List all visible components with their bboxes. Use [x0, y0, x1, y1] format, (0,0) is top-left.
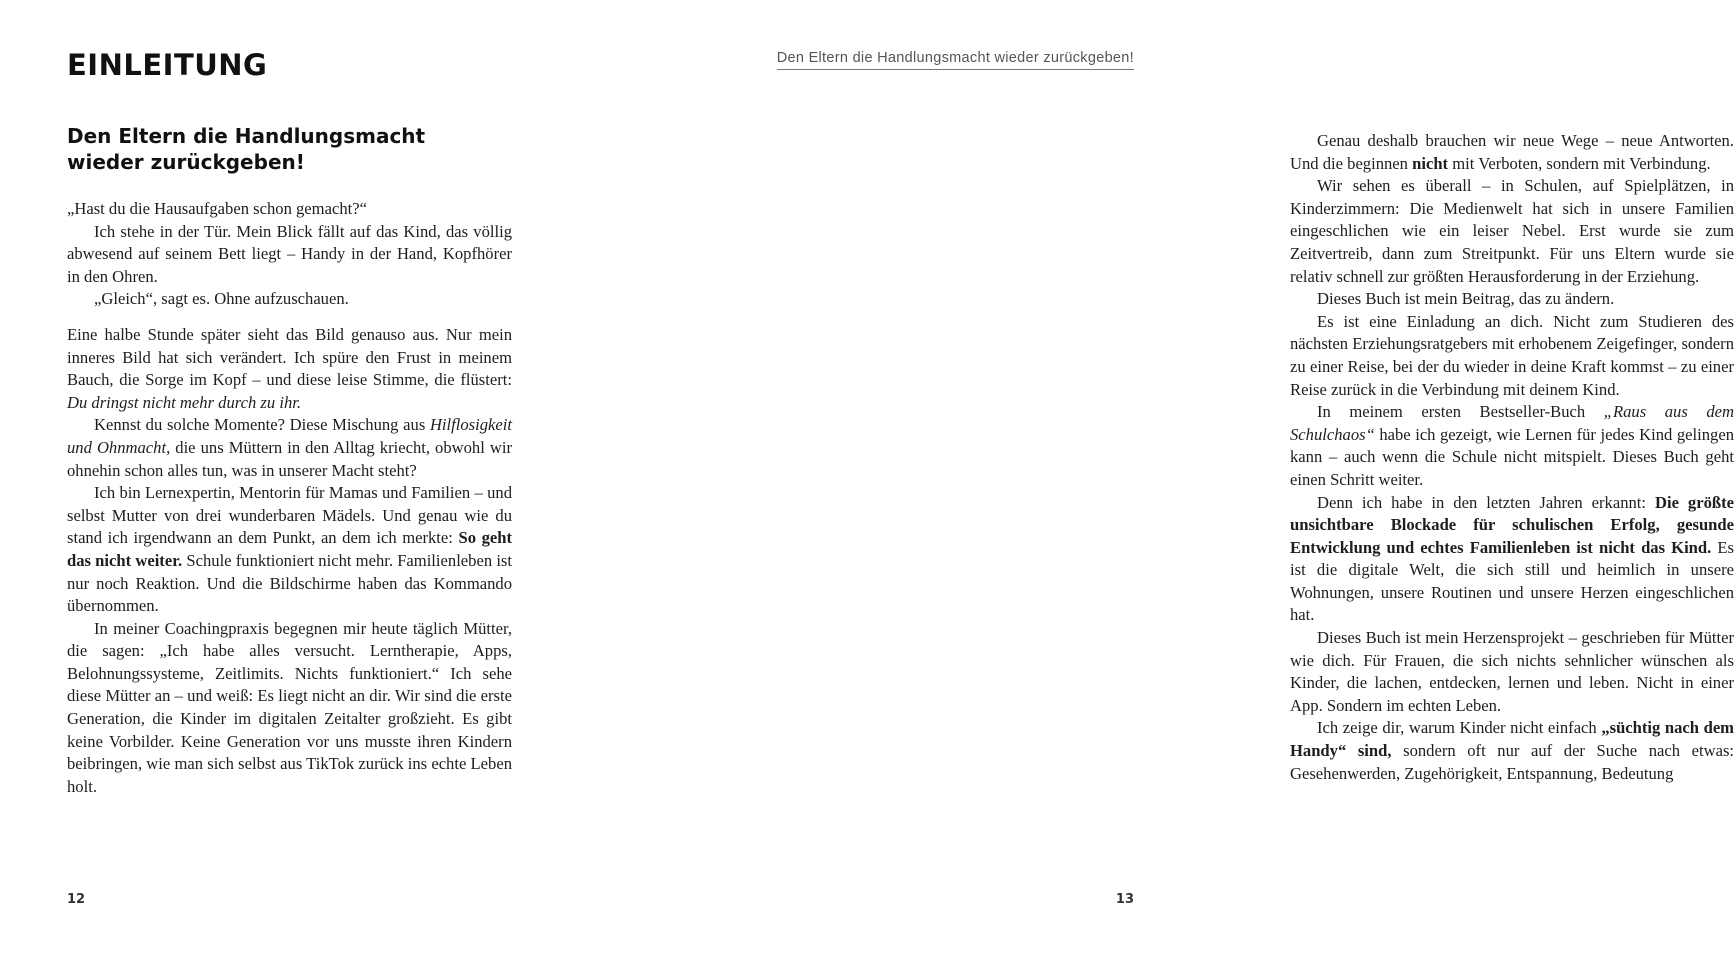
section-title — [67, 123, 527, 175]
paragraph: Ich bin Lernexpertin, Mentorin für Mamas und Familien – und selbst Mutter von drei wunderbaren Mädels. Und genau wie du stand ich irgendwann an dem Punkt, an dem ich merkte: So geht das nicht weiter. Schule funktioniert nicht mehr. Familienleben ist nur noch Reaktion. Und die Bildschirme haben das Kommando übernommen. — [67, 483, 513, 616]
page-number: 12 — [67, 892, 86, 907]
right-body-text — [1290, 130, 1734, 785]
paragraph: Ich zeige dir, warum Kinder nicht einfach „süchtig nach dem Handy“ sind, sondern oft nur auf der Suche nach etwas: Gesehenwerden, Zugehörigkeit, Entspannung, Bedeutung — [1290, 718, 1734, 783]
paragraph: In meiner Coachingpraxis begegnen mir heute täglich Mütter, die sagen: „Ich habe alles versucht. Lerntherapie, Apps, Belohnungssysteme, Zeitlimits. Nichts funktioniert.“ Ich sehe diese Mütter an – und weiß: Es liegt nicht an dir. Wir sind die erste Generation, die Kinder im digitalen Zeitalter großzieht. Es gibt keine Vorbilder. Keine Generation vor uns musste ihren Kindern beibringen, wie man sich selbst aus TikTok zurück ins echte Leben holt. — [67, 618, 512, 796]
left-body-text — [67, 198, 512, 798]
paragraph: Dieses Buch ist mein Herzensprojekt – geschrieben für Mütter wie dich. Für Frauen, die sich nichts sehnlicher wünschen als Kinder, die lachen, entdecken, lernen und leben. Nicht in einer App. Sondern im echten Leben. — [1290, 628, 1734, 715]
paragraph: „Hast du die Hausaufgaben schon gemacht?“ — [67, 199, 367, 218]
paragraph: Kennst du solche Momente? Diese Mischung aus Hilflosigkeit und Ohnmacht, die uns Müttern in den Alltag kriecht, obwohl wir ohnehin schon alles tun, was in unserer Macht steht? — [67, 415, 512, 480]
paragraph: „Gleich“, sagt es. Ohne aufzuschauen. — [94, 289, 349, 309]
left-page — [0, 0, 600, 955]
paragraph: Es ist eine Einladung an dich. Nicht zum Studieren des nächsten Erziehungsratgebers mit erhobenem Zeigefinger, sondern zu einer Reise, bei der du wieder in deine Kraft kommst – zu einer Reise zurück in die Verbindung mit deinem Kind. — [1290, 311, 1734, 399]
paragraph: In meinem ersten Bestseller-Buch „Raus aus dem Schulchaos“ habe ich gezeigt, wie Lernen für jedes Kind gelingen kann – auch wenn die Schule nicht mitspielt. Dieses Buch geht einen Schritt weiter. — [1290, 402, 1734, 489]
chapter-title: EINLEITUNG — [67, 48, 268, 82]
paragraph: Denn ich habe in den letzten Jahren erkannt: Die größte unsichtbare Blockade für schulischen Erfolg, gesunde Entwicklung und echtes Familienleben ist nicht das Kind. Es ist die digitale Welt, die sich still und heimlich in unsere Wohnungen, unsere Routinen und unsere Herzen eingeschlichen hat. — [1290, 492, 1734, 625]
paragraph: Dieses Buch ist mein Beitrag, das zu ändern. — [1317, 289, 1615, 309]
page-number: 13 — [1115, 892, 1134, 907]
running-head: Den Eltern die Handlungsmacht wieder zurückgeben! — [777, 50, 1134, 70]
section-title-line-1: Den Eltern die Handlungsmacht — [67, 124, 426, 148]
paragraph: Genau deshalb brauchen wir neue Wege – neue Antworten. Und die beginnen nicht mit Verboten, sondern mit Verbindung. — [1290, 131, 1734, 173]
right-page — [600, 0, 1734, 955]
section-title-line-2: wieder zurückgeben! — [67, 150, 305, 174]
paragraph: Wir sehen es überall – in Schulen, auf Spielplätzen, in Kinderzimmern: Die Medienwelt hat sich in unsere Familien eingeschlichen wie ein leiser Nebel. Erst wurde sie zum Zeitvertreib, dann zum Streitpunkt. Für uns Eltern wurde sie relativ schnell zur größten Herausforderung in der Erziehung. — [1290, 176, 1734, 286]
paragraph: Ich stehe in der Tür. Mein Blick fällt auf das Kind, das völlig abwesend auf seinem Bett liegt – Handy in der Hand, Kopfhörer in den Ohren. — [67, 221, 512, 286]
paragraph: Eine halbe Stunde später sieht das Bild genauso aus. Nur mein inneres Bild hat sich verändert. Ich spüre den Frust in meinem Bauch, die Sorge im Kopf – und diese leise Stimme, die flüstert: Du dringst nicht mehr durch zu ihr. — [67, 324, 512, 412]
